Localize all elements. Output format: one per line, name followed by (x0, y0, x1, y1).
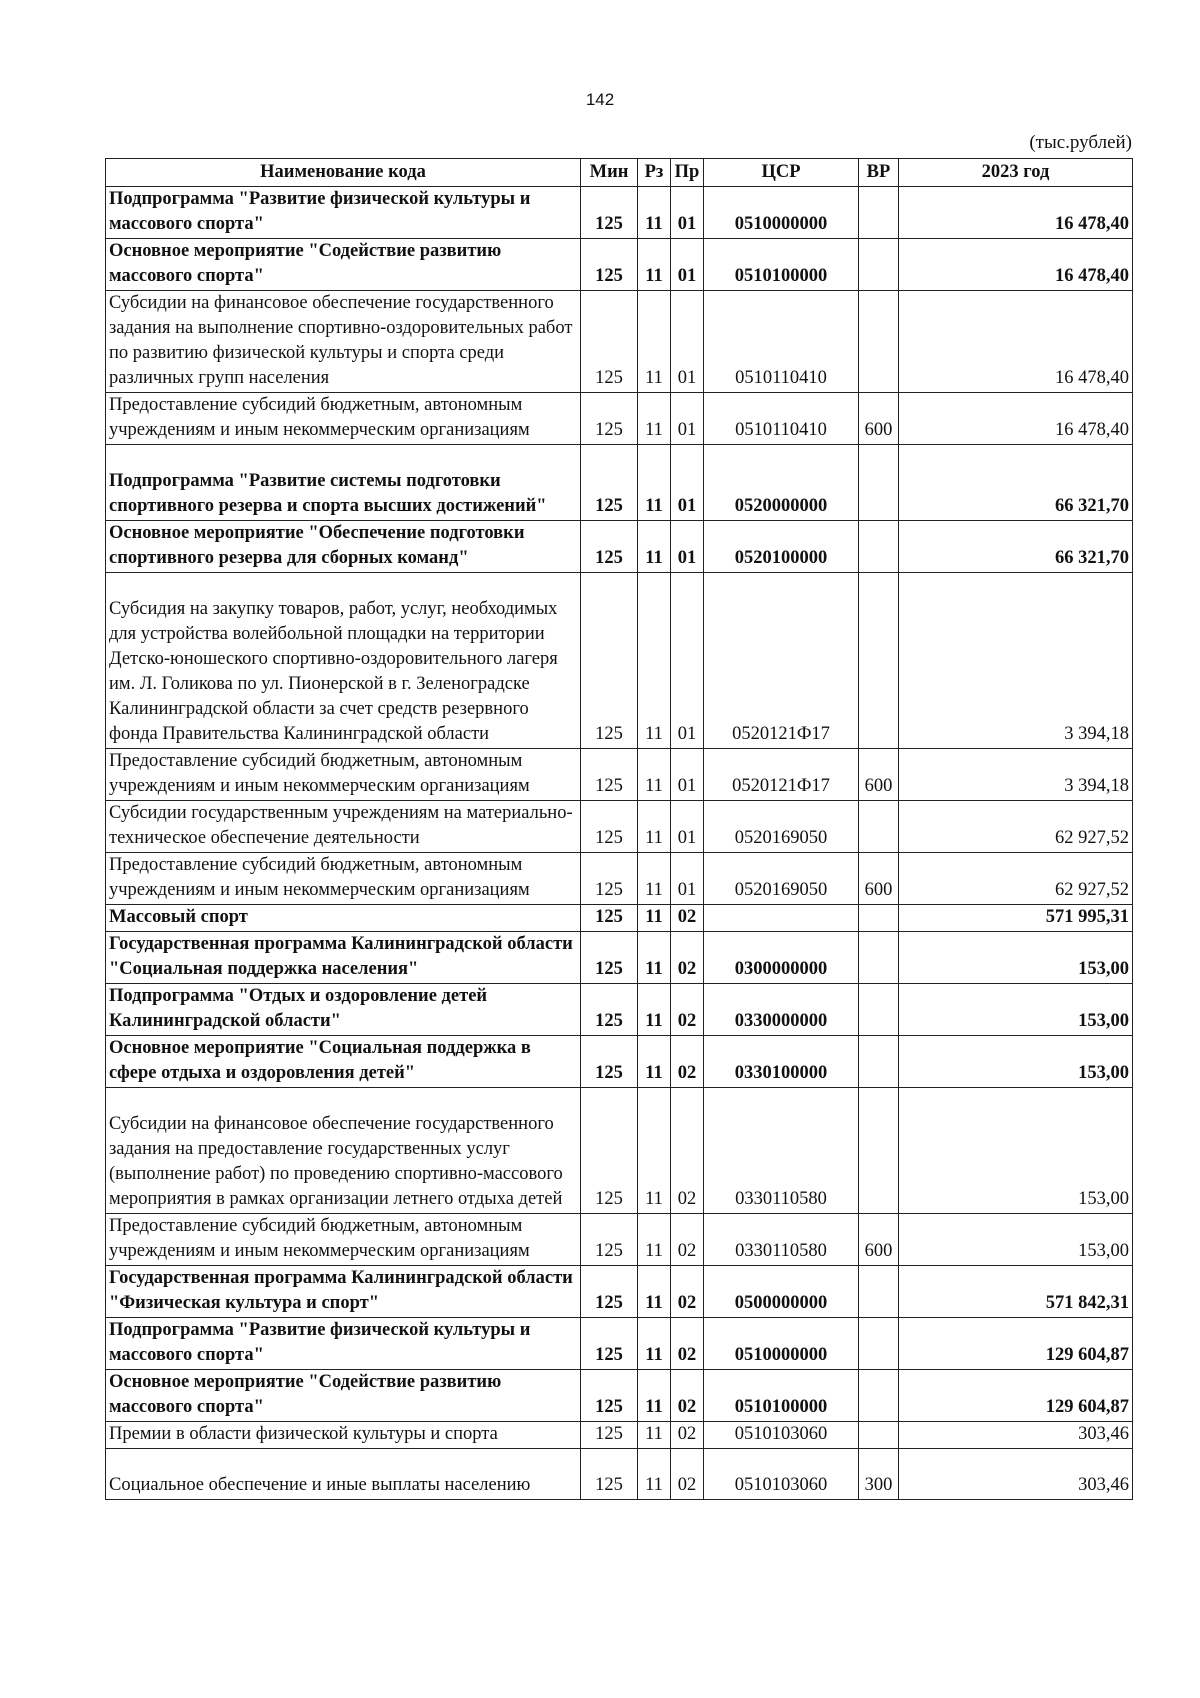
cell-pr: 02 (671, 1422, 704, 1449)
cell-rz: 11 (638, 239, 671, 291)
cell-min: 125 (581, 1422, 638, 1449)
cell-vr (859, 187, 899, 239)
cell-pr: 02 (671, 1370, 704, 1422)
cell-name: Подпрограмма "Развитие физической культуры и массового спорта" (106, 187, 581, 239)
cell-csr: 0520169050 (704, 853, 859, 905)
cell-min: 125 (581, 984, 638, 1036)
cell-min: 125 (581, 1036, 638, 1088)
cell-name: Основное мероприятие "Содействие развитию массового спорта" (106, 239, 581, 291)
cell-name: Подпрограмма "Развитие системы подготовки спортивного резерва и спорта высших достижений" (106, 445, 581, 521)
cell-vr (859, 445, 899, 521)
table-row (106, 1266, 1133, 1318)
cell-vr: 300 (859, 1449, 899, 1500)
cell-rz: 11 (638, 1088, 671, 1214)
cell-pr: 02 (671, 1266, 704, 1318)
cell-min: 125 (581, 1266, 638, 1318)
cell-name: Подпрограмма "Отдых и оздоровление детей Калининградской области" (106, 984, 581, 1036)
cell-amount: 129 604,87 (899, 1318, 1133, 1370)
cell-pr: 01 (671, 187, 704, 239)
cell-amount: 66 321,70 (899, 445, 1133, 521)
cell-pr: 01 (671, 393, 704, 445)
table-row (106, 853, 1133, 905)
cell-rz: 11 (638, 932, 671, 984)
cell-amount: 153,00 (899, 1088, 1133, 1214)
cell-name: Субсидии на финансовое обеспечение государственного задания на выполнение спортивно-оздоровительных работ по развитию физической культуры и спорта среди различных групп населения (106, 291, 581, 393)
cell-pr: 01 (671, 749, 704, 801)
cell-rz: 11 (638, 573, 671, 749)
table-row (106, 1422, 1133, 1449)
cell-csr: 0510000000 (704, 187, 859, 239)
cell-rz: 11 (638, 1036, 671, 1088)
table-row (106, 749, 1133, 801)
cell-vr (859, 984, 899, 1036)
table-row (106, 1036, 1133, 1088)
cell-amount: 16 478,40 (899, 187, 1133, 239)
cell-rz: 11 (638, 187, 671, 239)
cell-amount: 153,00 (899, 984, 1133, 1036)
table-row (106, 801, 1133, 853)
cell-min: 125 (581, 1214, 638, 1266)
cell-pr: 02 (671, 1318, 704, 1370)
cell-amount: 129 604,87 (899, 1370, 1133, 1422)
cell-vr: 600 (859, 853, 899, 905)
cell-vr (859, 1266, 899, 1318)
cell-pr: 02 (671, 1449, 704, 1500)
cell-pr: 02 (671, 1088, 704, 1214)
cell-csr: 0510000000 (704, 1318, 859, 1370)
units-note: (тыс.рублей) (1029, 132, 1132, 153)
header-year: 2023 год (899, 159, 1133, 187)
page-number: 142 (585, 90, 615, 109)
cell-vr (859, 573, 899, 749)
cell-csr: 0520100000 (704, 521, 859, 573)
cell-name: Предоставление субсидий бюджетным, автономным учреждениям и иным некоммерческим организациям (106, 1214, 581, 1266)
cell-rz: 11 (638, 393, 671, 445)
cell-name: Основное мероприятие "Обеспечение подготовки спортивного резерва для сборных команд" (106, 521, 581, 573)
cell-name: Предоставление субсидий бюджетным, автономным учреждениям и иным некоммерческим организациям (106, 749, 581, 801)
cell-name: Субсидия на закупку товаров, работ, услуг, необходимых для устройства волейбольной площадки на территории Детско-юношеского спортивно-оздоровительного лагеря им. Л. Голикова по ул. Пионерской в г. Зеленоградске Калининградской области за счет средств резервного фонда Правительства Калининградской области (106, 573, 581, 749)
cell-min: 125 (581, 1088, 638, 1214)
cell-rz: 11 (638, 905, 671, 932)
cell-pr: 02 (671, 905, 704, 932)
cell-amount: 16 478,40 (899, 393, 1133, 445)
cell-pr: 02 (671, 932, 704, 984)
cell-pr: 02 (671, 984, 704, 1036)
cell-csr: 0330100000 (704, 1036, 859, 1088)
cell-rz: 11 (638, 1266, 671, 1318)
table-row (106, 932, 1133, 984)
cell-min: 125 (581, 749, 638, 801)
table-row (106, 1214, 1133, 1266)
table-row (106, 521, 1133, 573)
header-pr: Пр (671, 159, 704, 187)
cell-name: Премии в области физической культуры и спорта (106, 1422, 581, 1449)
header-csr: ЦСР (704, 159, 859, 187)
cell-pr: 01 (671, 521, 704, 573)
table-row (106, 1449, 1133, 1500)
cell-amount: 66 321,70 (899, 521, 1133, 573)
cell-vr (859, 239, 899, 291)
cell-vr: 600 (859, 393, 899, 445)
table-row (106, 573, 1133, 749)
cell-name: Основное мероприятие "Содействие развитию массового спорта" (106, 1370, 581, 1422)
table-row (106, 1088, 1133, 1214)
table-row (106, 393, 1133, 445)
cell-name: Основное мероприятие "Социальная поддержка в сфере отдыха и оздоровления детей" (106, 1036, 581, 1088)
cell-rz: 11 (638, 521, 671, 573)
cell-min: 125 (581, 239, 638, 291)
header-min: Мин (581, 159, 638, 187)
cell-amount: 153,00 (899, 932, 1133, 984)
cell-rz: 11 (638, 1422, 671, 1449)
cell-amount: 3 394,18 (899, 749, 1133, 801)
table-row (106, 905, 1133, 932)
cell-csr: 0510110410 (704, 291, 859, 393)
cell-csr: 0330110580 (704, 1214, 859, 1266)
header-rz: Рз (638, 159, 671, 187)
table-row (106, 239, 1133, 291)
cell-amount: 153,00 (899, 1036, 1133, 1088)
budget-table (105, 158, 1133, 1500)
cell-pr: 02 (671, 1036, 704, 1088)
cell-csr: 0510103060 (704, 1422, 859, 1449)
cell-name: Подпрограмма "Развитие физической культуры и массового спорта" (106, 1318, 581, 1370)
cell-min: 125 (581, 521, 638, 573)
cell-csr: 0520121Ф17 (704, 749, 859, 801)
cell-min: 125 (581, 291, 638, 393)
cell-min: 125 (581, 445, 638, 521)
cell-rz: 11 (638, 1214, 671, 1266)
cell-name: Предоставление субсидий бюджетным, автономным учреждениям и иным некоммерческим организациям (106, 853, 581, 905)
cell-name: Социальное обеспечение и иные выплаты населению (106, 1449, 581, 1500)
cell-pr: 01 (671, 239, 704, 291)
cell-pr: 01 (671, 445, 704, 521)
cell-pr: 01 (671, 573, 704, 749)
cell-min: 125 (581, 187, 638, 239)
cell-csr: 0510103060 (704, 1449, 859, 1500)
cell-min: 125 (581, 393, 638, 445)
cell-vr (859, 1422, 899, 1449)
cell-min: 125 (581, 573, 638, 749)
cell-pr: 02 (671, 1214, 704, 1266)
table-body (106, 187, 1133, 1500)
table-row (106, 1318, 1133, 1370)
cell-rz: 11 (638, 291, 671, 393)
cell-vr: 600 (859, 749, 899, 801)
table-row (106, 1370, 1133, 1422)
cell-min: 125 (581, 853, 638, 905)
cell-csr: 0500000000 (704, 1266, 859, 1318)
cell-csr: 0510110410 (704, 393, 859, 445)
cell-name: Предоставление субсидий бюджетным, автономным учреждениям и иным некоммерческим организациям (106, 393, 581, 445)
cell-vr (859, 1036, 899, 1088)
table-header-row (106, 159, 1133, 187)
cell-amount: 571 842,31 (899, 1266, 1133, 1318)
cell-name: Государственная программа Калининградской области "Физическая культура и спорт" (106, 1266, 581, 1318)
cell-rz: 11 (638, 1370, 671, 1422)
cell-name: Массовый спорт (106, 905, 581, 932)
cell-name: Субсидии государственным учреждениям на материально-техническое обеспечение деятельности (106, 801, 581, 853)
cell-name: Государственная программа Калининградской области "Социальная поддержка населения" (106, 932, 581, 984)
cell-rz: 11 (638, 1318, 671, 1370)
cell-amount: 303,46 (899, 1449, 1133, 1500)
cell-min: 125 (581, 1449, 638, 1500)
cell-min: 125 (581, 801, 638, 853)
cell-amount: 16 478,40 (899, 239, 1133, 291)
cell-pr: 01 (671, 801, 704, 853)
cell-vr (859, 905, 899, 932)
cell-csr: 0330000000 (704, 984, 859, 1036)
table-row (106, 445, 1133, 521)
cell-vr (859, 1318, 899, 1370)
cell-amount: 571 995,31 (899, 905, 1133, 932)
cell-rz: 11 (638, 1449, 671, 1500)
cell-amount: 303,46 (899, 1422, 1133, 1449)
cell-csr: 0330110580 (704, 1088, 859, 1214)
cell-amount: 153,00 (899, 1214, 1133, 1266)
cell-csr (704, 905, 859, 932)
header-vr: ВР (859, 159, 899, 187)
cell-csr: 0510100000 (704, 239, 859, 291)
cell-rz: 11 (638, 801, 671, 853)
cell-pr: 01 (671, 853, 704, 905)
cell-vr: 600 (859, 1214, 899, 1266)
cell-csr: 0300000000 (704, 932, 859, 984)
table-row (106, 187, 1133, 239)
cell-vr (859, 521, 899, 573)
cell-vr (859, 801, 899, 853)
cell-csr: 0520169050 (704, 801, 859, 853)
cell-name: Субсидии на финансовое обеспечение государственного задания на предоставление государственных услуг (выполнение работ) по проведению спортивно-массового мероприятия в рамках организации летнего отдыха детей (106, 1088, 581, 1214)
cell-rz: 11 (638, 853, 671, 905)
cell-vr (859, 1370, 899, 1422)
cell-min: 125 (581, 1370, 638, 1422)
cell-min: 125 (581, 932, 638, 984)
cell-amount: 62 927,52 (899, 801, 1133, 853)
cell-amount: 16 478,40 (899, 291, 1133, 393)
cell-csr: 0520000000 (704, 445, 859, 521)
table-row (106, 291, 1133, 393)
cell-vr (859, 1088, 899, 1214)
cell-amount: 62 927,52 (899, 853, 1133, 905)
cell-rz: 11 (638, 445, 671, 521)
header-name: Наименование кода (106, 159, 581, 187)
cell-csr: 0520121Ф17 (704, 573, 859, 749)
cell-vr (859, 291, 899, 393)
cell-vr (859, 932, 899, 984)
cell-rz: 11 (638, 984, 671, 1036)
cell-csr: 0510100000 (704, 1370, 859, 1422)
cell-amount: 3 394,18 (899, 573, 1133, 749)
cell-pr: 01 (671, 291, 704, 393)
cell-rz: 11 (638, 749, 671, 801)
table-row (106, 984, 1133, 1036)
cell-min: 125 (581, 1318, 638, 1370)
cell-min: 125 (581, 905, 638, 932)
